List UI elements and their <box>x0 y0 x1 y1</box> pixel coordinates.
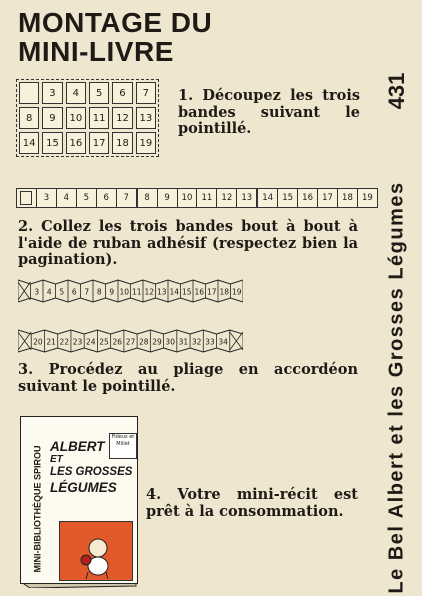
cutting-grid <box>16 79 159 157</box>
fold-page-number: 31 <box>178 337 189 347</box>
grid-cell: 11 <box>89 107 109 129</box>
strip-cell <box>17 189 37 207</box>
step-2-text: 2. Collez les trois bandes bout à bout à l'aide de ruban adhésif (respectez bien la pagination). <box>18 218 358 268</box>
accordion-fold-1 <box>18 278 243 304</box>
fold-edge <box>18 298 243 302</box>
fold-page-number: 19 <box>231 287 242 297</box>
fold-page-number: 16 <box>194 287 205 297</box>
grid-cell: 10 <box>66 107 86 129</box>
fold-page-number: 15 <box>181 287 192 297</box>
blank-panel-cross <box>18 332 31 350</box>
strip-cell: 3 <box>37 189 57 207</box>
title-line-1: MONTAGE DU <box>18 7 213 38</box>
accordion-fold-2 <box>18 328 243 354</box>
collection-label: MINI-BIBLIOTHÈQUE SPIROU <box>32 445 43 573</box>
fold-page-number: 21 <box>46 337 56 347</box>
cover-title-line-2: ET <box>50 454 63 465</box>
strip-cell: 18 <box>338 189 358 207</box>
strip-cell: 4 <box>57 189 77 207</box>
grid-cell: 3 <box>42 82 62 104</box>
book-cover <box>20 416 138 584</box>
grid-cell: 16 <box>66 132 86 154</box>
cover-title-line-3: LES GROSSES <box>50 466 133 478</box>
fold-page-number: 5 <box>59 287 65 297</box>
blank-panel-cross <box>18 282 31 300</box>
strip-cell: 13 <box>237 189 258 207</box>
grid-cell: 12 <box>112 107 132 129</box>
strip-cell: 10 <box>178 189 198 207</box>
grid-cell: 5 <box>89 82 109 104</box>
grid-cell: 19 <box>136 132 156 154</box>
fold-page-number: 11 <box>131 287 142 297</box>
mini-book-illustration <box>20 416 140 588</box>
step-1-text: 1. Découpez les trois bandes suivant le pointillé. <box>178 87 360 137</box>
fold-page-number: 4 <box>46 287 52 297</box>
fold-page-number: 24 <box>86 337 96 347</box>
fold-page-number: 34 <box>218 337 228 347</box>
grid-cell: 15 <box>42 132 62 154</box>
fold-page-number: 14 <box>169 287 180 297</box>
grid-cell: 13 <box>136 107 156 129</box>
fold-edge <box>18 330 243 334</box>
fold-page-number: 23 <box>72 337 83 347</box>
grid-cell <box>19 82 39 104</box>
grid-cell: 9 <box>42 107 62 129</box>
cover-title <box>50 439 134 495</box>
grid-cell: 6 <box>112 82 132 104</box>
grid-cell: 4 <box>66 82 86 104</box>
cover-title-line-4: LÉGUMES <box>50 480 117 495</box>
fold-page-number: 29 <box>152 337 162 347</box>
grid-cell: 8 <box>19 107 39 129</box>
grid-cell: 7 <box>136 82 156 104</box>
strip-cell: 15 <box>278 189 298 207</box>
fold-page-number: 27 <box>125 337 136 347</box>
strip-cell: 17 <box>318 189 338 207</box>
fold-edge <box>18 280 243 284</box>
fold-page-number: 7 <box>84 287 90 297</box>
step-4-text: 4. Votre mini-récit est prêt à la consommation. <box>146 486 358 520</box>
strip-cell: 11 <box>197 189 217 207</box>
strip-cell: 19 <box>361 193 373 203</box>
sidebar <box>376 40 418 594</box>
strip-cell: 6 <box>97 189 117 207</box>
grid-cell: 18 <box>112 132 132 154</box>
series-title: Le Bel Albert et les Grosses Légumes <box>385 181 408 594</box>
fold-edge <box>18 348 243 352</box>
blank-box-icon <box>20 191 32 205</box>
joined-strip <box>16 188 378 208</box>
fold-page-number: 8 <box>96 287 102 297</box>
strip-cell: 14 <box>258 189 278 207</box>
collection-band <box>28 435 46 583</box>
grid-cell: 17 <box>89 132 109 154</box>
fold-page-number: 9 <box>109 287 115 297</box>
fold-page-number: 12 <box>144 287 155 297</box>
grid-cell: 14 <box>19 132 39 154</box>
page-title <box>18 8 212 66</box>
strip-cell: 7 <box>117 189 138 207</box>
fold-page-number: 32 <box>191 337 202 347</box>
fold-page-number: 22 <box>59 337 70 347</box>
fold-page-number: 20 <box>33 337 43 347</box>
fold-page-number: 26 <box>112 337 123 347</box>
fold-page-number: 10 <box>119 287 130 297</box>
fold-page-number: 13 <box>156 287 167 297</box>
fold-page-number: 17 <box>206 287 217 297</box>
strip-cell: 16 <box>298 189 318 207</box>
strip-cell: 8 <box>138 189 158 207</box>
author-box: Fideus et Millet <box>109 433 137 459</box>
title-line-2: MINI-LIVRE <box>18 36 174 67</box>
page-number: 431 <box>384 72 409 110</box>
fold-page-number: 33 <box>205 337 215 347</box>
fold-page-number: 25 <box>99 337 109 347</box>
fold-page-number: 6 <box>71 287 77 297</box>
blank-panel-cross <box>230 332 243 350</box>
fold-page-number: 18 <box>219 287 230 297</box>
fold-page-number: 30 <box>165 337 175 347</box>
strip-cell: 5 <box>77 189 97 207</box>
strip-cell: 9 <box>158 189 178 207</box>
strip-cell: 12 <box>217 189 237 207</box>
cover-illustration <box>59 521 133 581</box>
fold-page-number: 3 <box>34 287 40 297</box>
fold-page-number: 28 <box>138 337 149 347</box>
cover-title-line-1: ALBERT <box>50 439 105 454</box>
step-3-text: 3. Procédez au pliage en accordéon suivant le pointillé. <box>18 361 358 395</box>
